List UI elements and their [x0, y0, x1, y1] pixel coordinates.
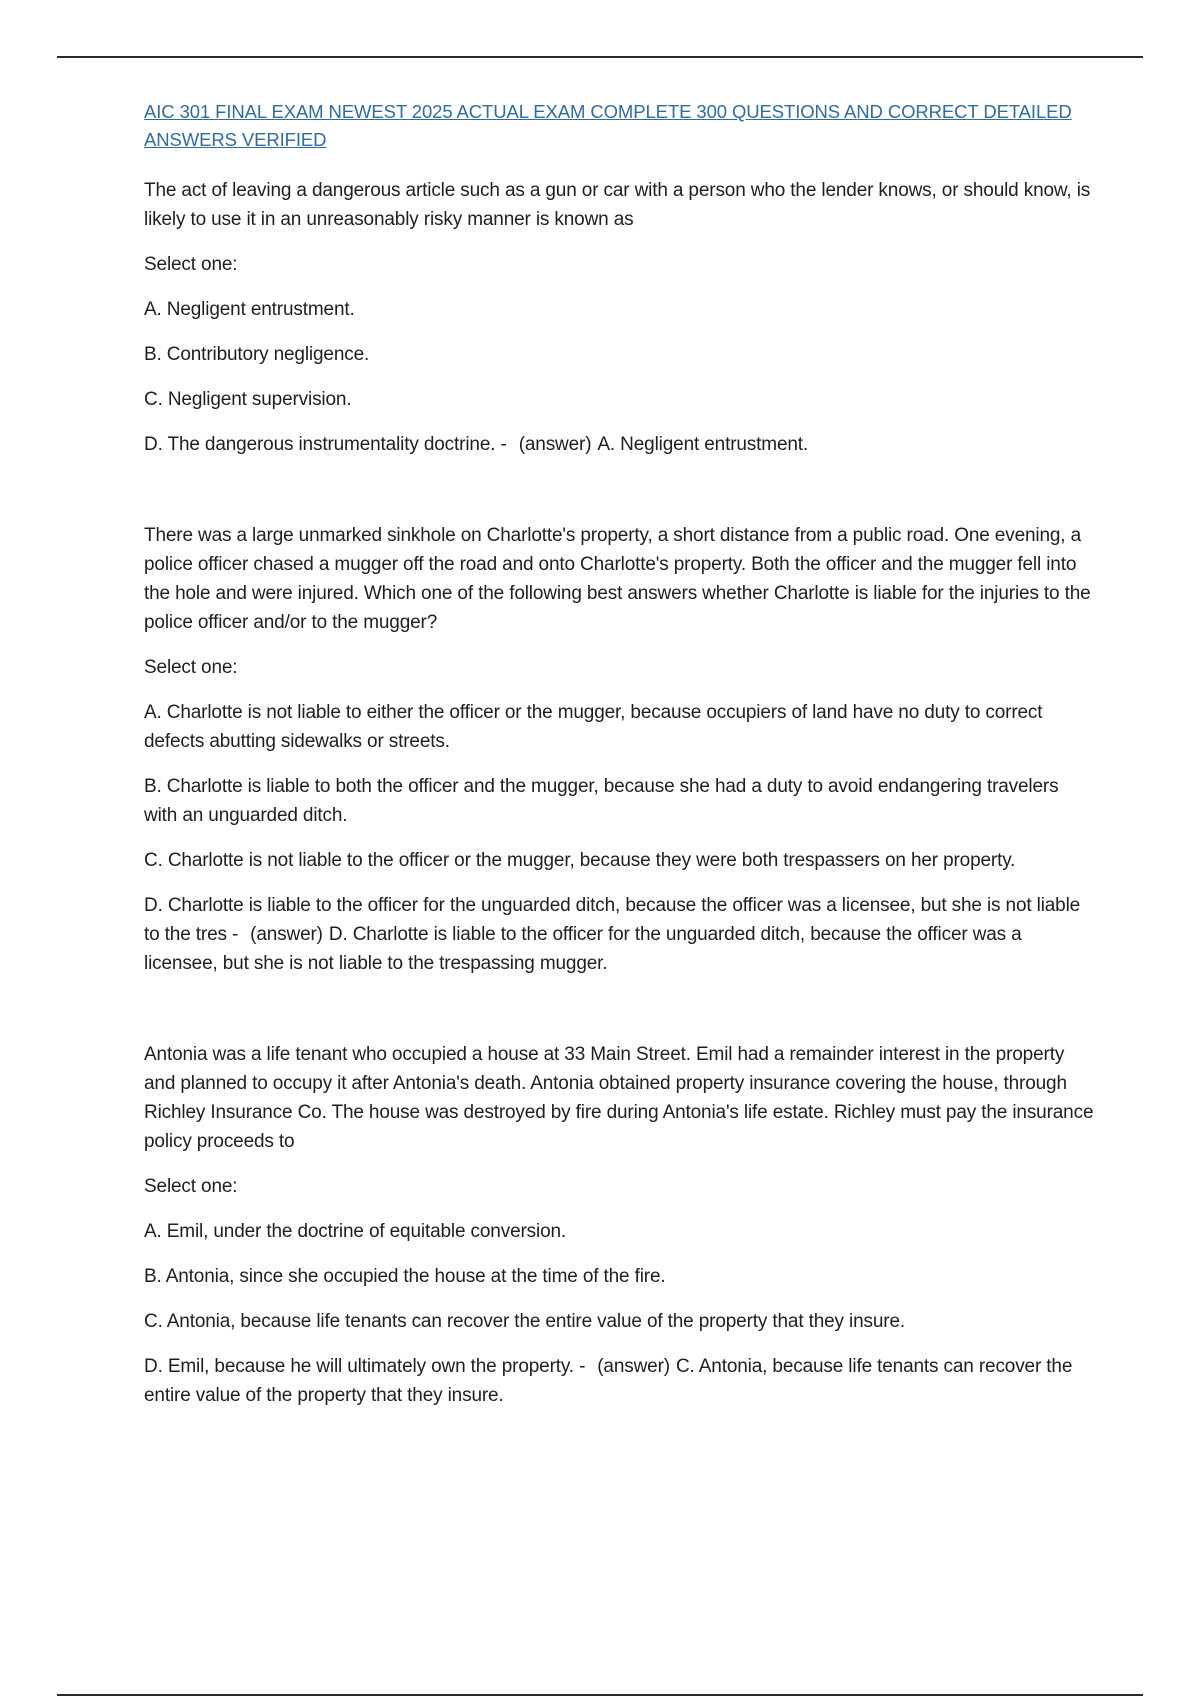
option-b: B. Charlotte is liable to both the officer and the mugger, because she had a duty to avoid endangering travelers with an unguarded ditch. [144, 776, 1059, 826]
option-c: C. Antonia, because life tenants can recover the entire value of the property that they insure. [144, 1311, 905, 1332]
section-gap [144, 475, 1094, 521]
answer-text: A. Negligent entrustment. [597, 434, 809, 455]
option-d: D. Emil, because he will ultimately own the property. - [144, 1356, 586, 1377]
select-one-label: Select one: [144, 657, 238, 678]
select-one-label: Select one: [144, 1176, 238, 1197]
top-rule [57, 56, 1143, 58]
question-prompt: There was a large unmarked sinkhole on Charlotte's property, a short distance from a public road. One evening, a police officer chased a mugger off the road and onto Charlotte's property. Both the officer and the mugger fell into the hole and were injured. Which one of the following best answers whether Charlotte is liable for the injuries to the police officer and/or to the mugger? [144, 525, 1091, 633]
option-d: D. The dangerous instrumentality doctrine. - [144, 434, 507, 455]
option-a: A. Emil, under the doctrine of equitable conversion. [144, 1221, 567, 1242]
option-a: A. Charlotte is not liable to either the officer or the mugger, because occupiers of land have no duty to correct defects abutting sidewalks or streets. [144, 702, 1043, 752]
answer-tag: (answer) [518, 434, 592, 455]
question-prompt: The act of leaving a dangerous article such as a gun or car with a person who the lender knows, or should know, is likely to use it in an unreasonably risky manner is known as [144, 180, 1091, 230]
option-c: C. Negligent supervision. [144, 389, 352, 410]
question-prompt: Antonia was a life tenant who occupied a house at 33 Main Street. Emil had a remainder interest in the property and planned to occupy it after Antonia's death. Antonia obtained property insurance covering the house, through Richley Insurance Co. The house was destroyed by fire during Antonia's life estate. Richley must pay the insurance policy proceeds to [144, 1044, 1094, 1152]
bottom-rule [57, 1694, 1143, 1696]
answer-text: D. Charlotte is liable to the officer for the unguarded ditch, because the officer was a licensee, but she is not liable to the trespassing mugger. [144, 924, 1022, 974]
question-3 [144, 1040, 1094, 1410]
section-gap [144, 994, 1094, 1040]
option-d: D. Charlotte is liable to the officer for the unguarded ditch, because the officer was a licensee, but she is not liable to the tres - [144, 895, 1081, 945]
option-c: C. Charlotte is not liable to the officer or the mugger, because they were both trespassers on her property. [144, 850, 1016, 871]
document-title-link[interactable]: AIC 301 FINAL EXAM NEWEST 2025 ACTUAL EXAM COMPLETE 300 QUESTIONS AND CORRECT DETAILED ANSWERS VERIFIED [144, 101, 1072, 150]
answer-tag: (answer) [250, 924, 323, 945]
answer-text: C. Antonia, because life tenants can recover the entire value of the property that they insure. [144, 1356, 1073, 1406]
option-d-with-answer [144, 891, 1094, 978]
option-b: B. Contributory negligence. [144, 344, 370, 365]
document-body [144, 98, 1094, 1426]
question-2 [144, 521, 1094, 978]
question-1 [144, 176, 1094, 459]
select-one-label: Select one: [144, 254, 238, 275]
option-d-with-answer [144, 430, 1094, 459]
option-a: A. Negligent entrustment. [144, 299, 355, 320]
option-d-with-answer [144, 1352, 1094, 1410]
option-b: B. Antonia, since she occupied the house at the time of the fire. [144, 1266, 666, 1287]
answer-tag: (answer) [597, 1356, 670, 1377]
